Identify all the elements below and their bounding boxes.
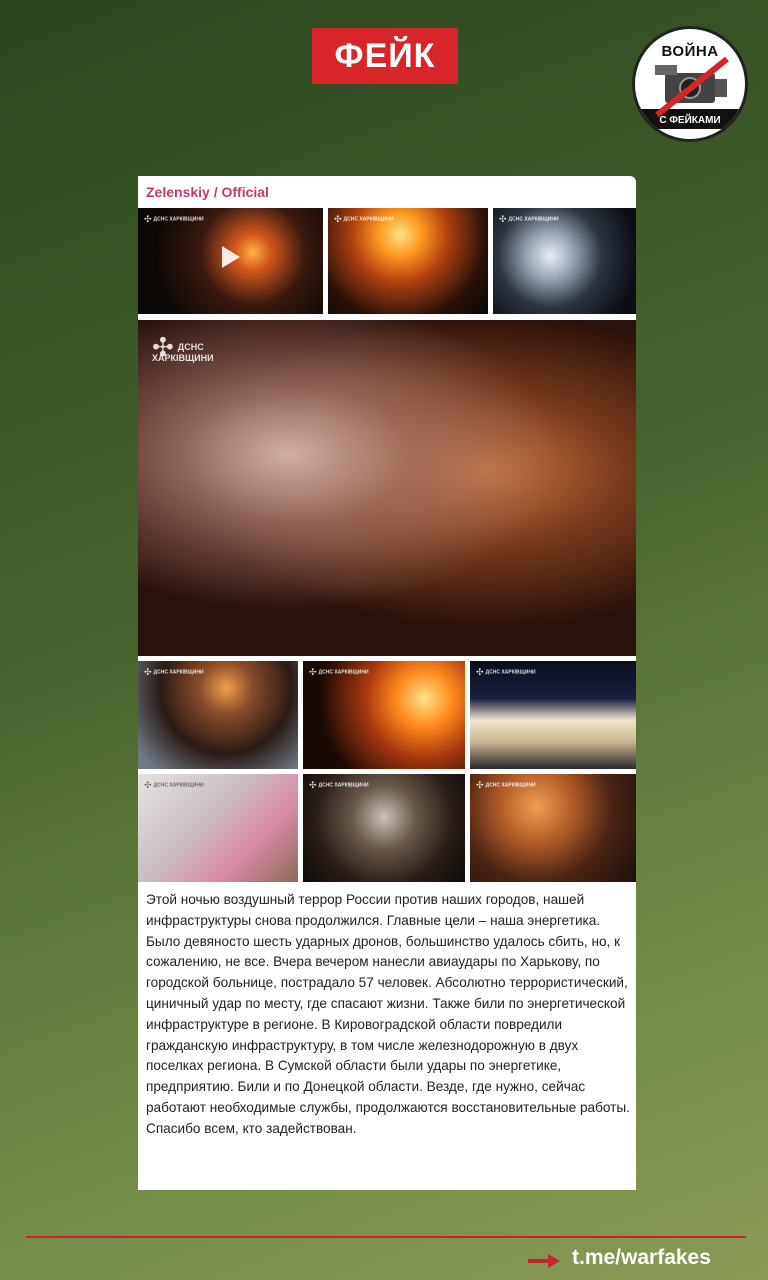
post-photo[interactable] xyxy=(303,661,465,769)
post-text: Этой ночью воздушный террор России против наших городов, нашей инфраструктуры снова продолжился. Главные цели – наша энергетика. Было девяносто шесть ударных дронов, большинство удалось сбить, но, к сожалению, не все. Вчера вечером нанесли авиаудары по Харькову, по городской больнице, пострадало 57 человек. Абсолютно террористический, циничный удар по месту, где спасают жизни. Также били по энергетической инфраструктуре в регионе. В Кировоградской области повредили гражданскую инфраструктуру, в том числе железнодорожную в двух поселках региона. В Сумской области были удары по энергетике, предприятию. Били и по Донецкой области. Везде, где нужно, сейчас работают необходимые службы, продолжаются восстановительные работы. Спасибо всем, кто задействован. xyxy=(146,892,630,1136)
post-photo[interactable] xyxy=(470,661,636,769)
post-photo[interactable] xyxy=(470,774,636,882)
post-video-thumbnail[interactable] xyxy=(138,208,323,314)
post-photo[interactable] xyxy=(493,208,636,314)
watermark: ✣ ДСНС ХАРКІВЩИНИ xyxy=(144,216,204,222)
post-photo[interactable] xyxy=(328,208,488,314)
post-photo[interactable] xyxy=(138,661,298,769)
arrow-right-icon xyxy=(528,1254,560,1268)
watermark: ✣ ДСНС ХАРКІВЩИНИ xyxy=(334,216,394,222)
social-post-screenshot xyxy=(138,176,636,1190)
post-photo[interactable] xyxy=(303,774,465,882)
post-main-photo[interactable] xyxy=(138,320,636,656)
watermark: ✣ ДСНС ХАРКІВЩИНИ xyxy=(476,782,536,788)
watermark: ✣ ДСНС ХАРКІВЩИНИ xyxy=(476,669,536,675)
play-icon[interactable] xyxy=(222,246,240,268)
watermark: ✣ ДСНС ХАРКІВЩИНИ xyxy=(152,342,214,364)
watermark: ✣ ДСНС ХАРКІВЩИНИ xyxy=(309,782,369,788)
watermark: ✣ ДСНС ХАРКІВЩИНИ xyxy=(144,669,204,675)
watermark: ✣ ДСНС ХАРКІВЩИНИ xyxy=(309,669,369,675)
channel-link[interactable]: t.me/warfakes xyxy=(572,1246,711,1269)
watermark: ✣ ДСНС ХАРКІВЩИНИ xyxy=(144,782,204,788)
post-photo[interactable] xyxy=(138,774,298,882)
war-on-fakes-logo xyxy=(632,26,748,142)
fake-badge: ФЕЙК xyxy=(312,28,458,84)
logo-title: ВОЙНА xyxy=(661,43,719,60)
watermark: ✣ ДСНС ХАРКІВЩИНИ xyxy=(499,216,559,222)
logo-subtitle: С ФЕЙКАМИ xyxy=(659,115,721,126)
post-author[interactable]: Zelenskiy / Official xyxy=(146,184,269,200)
footer-divider xyxy=(26,1236,746,1238)
